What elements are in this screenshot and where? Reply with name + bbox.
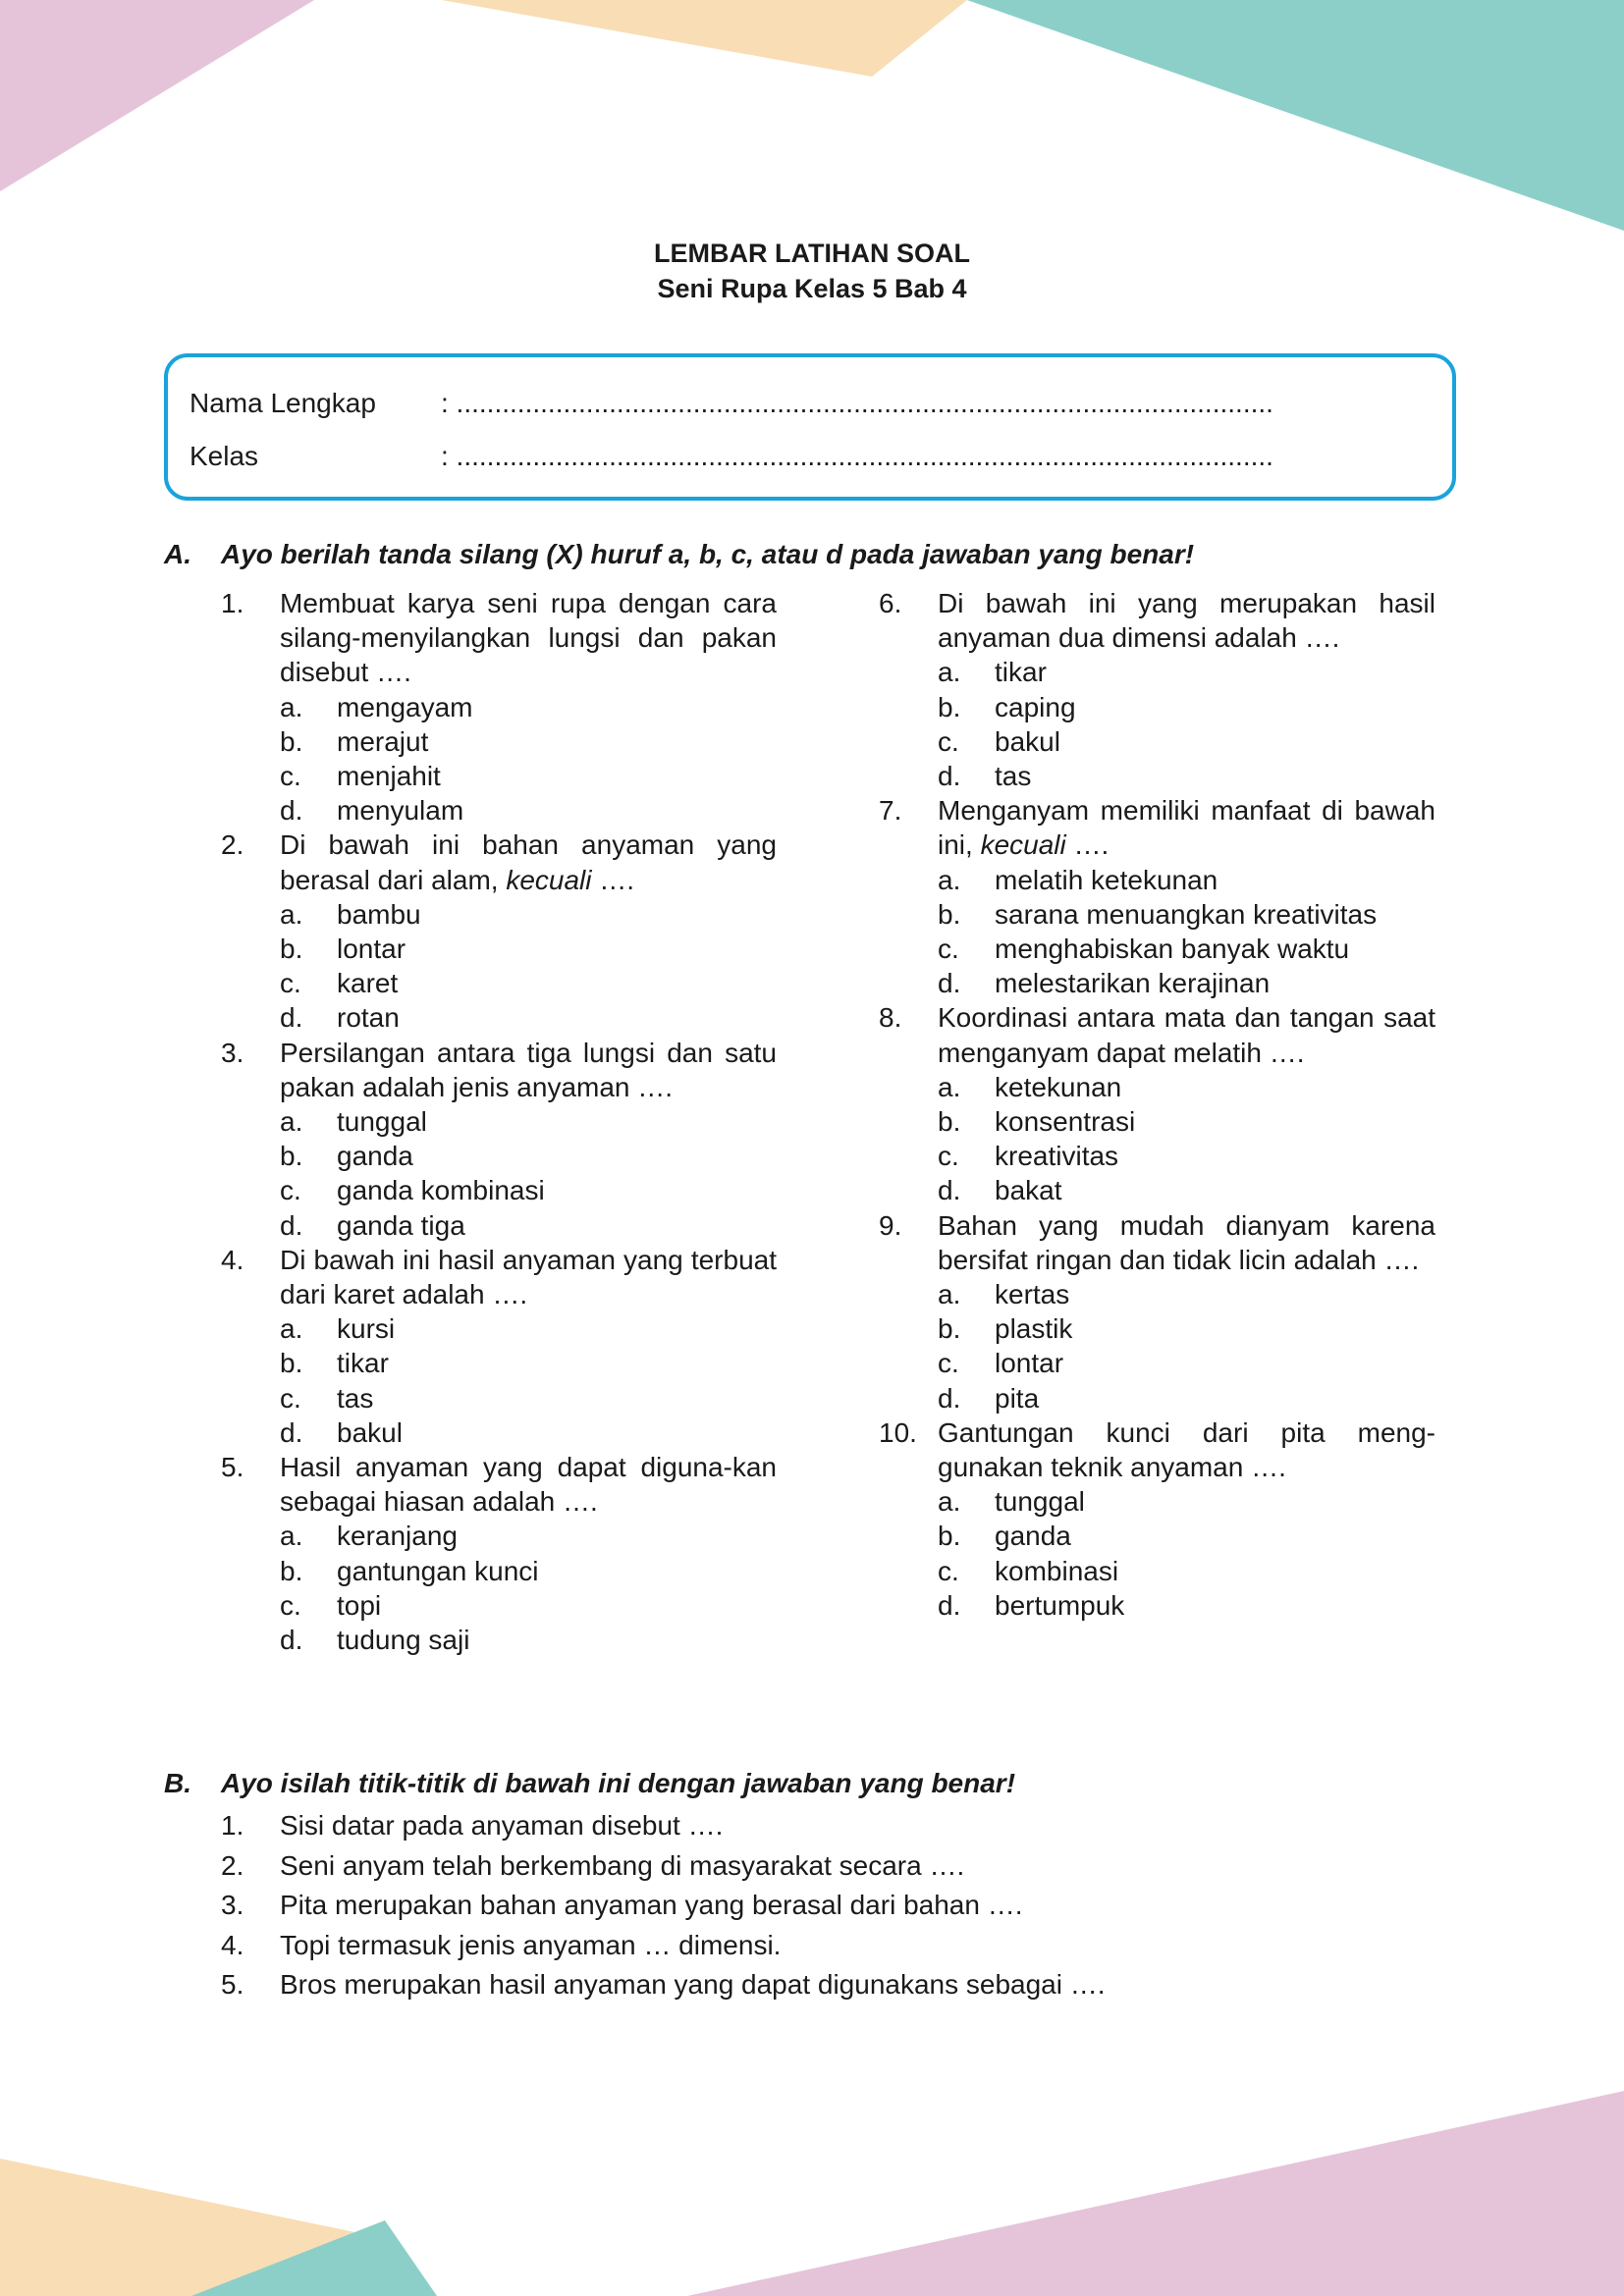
answer-option[interactable] [938,1519,1435,1553]
answer-option[interactable] [938,759,1435,793]
answer-option[interactable] [938,1277,1435,1311]
option-letter: c. [938,934,959,965]
option-text: topi [337,1589,382,1621]
answer-option[interactable] [938,1588,1435,1623]
option-letter: d. [938,761,961,792]
question-text: Gantungan kunci dari pita meng-gunakan teknik anyaman …. [938,1416,1435,1483]
answer-option[interactable] [938,1484,1435,1519]
option-list [938,1484,1435,1623]
answer-option[interactable] [280,793,777,828]
answer-option[interactable] [280,1519,777,1553]
section-b-instruction: Ayo isilah titik-titik di bawah ini dengan jawaban yang benar! [221,1768,1016,1798]
essay-question [221,1965,1106,2005]
question-number: 9. [879,1209,902,1241]
option-letter: d. [938,1382,961,1414]
essay-question [221,1806,1106,1846]
option-text: sarana menuangkan kreativitas [995,898,1378,930]
section-a-letter: A. [164,539,191,569]
question-number: 3. [221,1037,244,1068]
option-text: bambu [337,898,421,930]
option-text: menyulam [337,795,464,827]
option-letter: d. [938,1589,961,1621]
option-text: tunggal [337,1106,427,1138]
answer-option[interactable] [938,966,1435,1000]
question-text: Di bawah ini yang merupakan hasil anyaman dua dimensi adalah …. [938,588,1435,654]
section-b-heading [164,1767,1015,1800]
option-letter: c. [938,1555,959,1586]
option-letter: a. [938,1279,961,1310]
option-letter: a. [938,1486,961,1518]
student-identity-box [164,353,1456,501]
question-text: Membuat karya seni rupa dengan cara silang-menyilangkan lungsi dan pakan disebut …. [280,588,777,688]
option-text: rotan [337,1002,400,1034]
question-item [221,1036,777,1243]
option-text: kertas [995,1279,1070,1310]
question-number: 3. [221,1890,244,1920]
option-letter: d. [938,1175,961,1206]
option-text: melatih ketekunan [995,864,1218,895]
option-letter: b. [938,1106,961,1138]
option-text: lontar [337,934,406,965]
option-letter: a. [280,898,303,930]
page-title: LEMBAR LATIHAN SOAL [654,239,970,268]
question-text-part: …. [1065,829,1110,861]
option-text: bakul [995,725,1060,757]
question-text: Persilangan antara tiga lungsi dan satu pakan adalah jenis anyaman …. [280,1037,777,1102]
option-list [280,1311,777,1450]
option-letter: a. [938,657,961,688]
answer-option[interactable] [280,932,777,966]
question-text: Bros merupakan hasil anyaman yang dapat digunakans sebagai …. [280,1969,1106,2000]
answer-option[interactable] [280,1311,777,1346]
answer-option[interactable] [938,1139,1435,1173]
name-fill-line[interactable]: : ........................................................................................................... [441,388,1273,418]
answer-option[interactable] [938,1311,1435,1346]
question-number: 2. [221,829,244,861]
option-text: bertumpuk [995,1589,1125,1621]
question-text-part: Di bawah ini bahan anyaman yang berasal dari alam, [280,829,777,895]
option-letter: d. [938,968,961,999]
answer-option[interactable] [280,1346,777,1380]
section-a-instruction: Ayo berilah tanda silang (X) huruf a, b, c, atau d pada jawaban yang benar! [221,539,1195,569]
question-text-part: …. [591,864,635,895]
option-text: mengayam [337,691,473,722]
option-text: merajut [337,725,429,757]
option-text: kreativitas [995,1141,1119,1172]
question-number: 8. [879,1002,902,1034]
option-text: pita [995,1382,1040,1414]
question-text: Koordinasi antara mata dan tangan saat menganyam dapat melatih …. [938,1002,1435,1068]
page-subtitle: Seni Rupa Kelas 5 Bab 4 [657,274,967,303]
question-text: Hasil anyaman yang dapat diguna-kan sebagai hiasan adalah …. [280,1452,777,1518]
option-list [938,863,1435,1001]
answer-option[interactable] [938,863,1435,897]
option-text: plastik [995,1313,1073,1345]
answer-option[interactable] [938,1381,1435,1415]
option-text: ganda tiga [337,1209,465,1241]
option-list [938,1070,1435,1208]
option-text: keranjang [337,1521,458,1552]
option-letter: b. [280,934,303,965]
option-list [280,897,777,1036]
question-text: Topi termasuk jenis anyaman … dimensi. [280,1929,782,1960]
option-text: tas [995,761,1032,792]
option-letter: d. [280,1416,303,1448]
answer-option[interactable] [280,966,777,1000]
answer-option[interactable] [280,1000,777,1035]
question-number: 5. [221,1969,244,2000]
option-text: menjahit [337,761,441,792]
question-item [879,1415,1435,1623]
answer-option[interactable] [938,1173,1435,1207]
question-emphasis: kecuali [980,829,1066,861]
question-text [938,793,1435,862]
question-text: Seni anyam telah berkembang di masyarakat secara …. [280,1849,965,1881]
name-row [189,387,1273,420]
answer-option[interactable] [280,1415,777,1450]
option-letter: b. [280,725,303,757]
option-letter: a. [938,1071,961,1102]
answer-option[interactable] [280,1139,777,1173]
option-letter: a. [280,1521,303,1552]
section-a-heading [164,538,1194,571]
option-text: tikar [995,657,1047,688]
question-item [879,793,1435,1000]
option-letter: a. [280,691,303,722]
option-text: lontar [995,1348,1064,1379]
option-letter: b. [280,1555,303,1586]
option-text: bakat [995,1175,1062,1206]
option-text: tunggal [995,1486,1085,1518]
question-text: Di bawah ini hasil anyaman yang terbuat dari karet adalah …. [280,1244,777,1310]
option-letter: b. [938,1521,961,1552]
option-text: kombinasi [995,1555,1119,1586]
option-letter: b. [938,1313,961,1345]
question-item [879,1000,1435,1207]
answer-option[interactable] [280,1588,777,1623]
question-text [280,828,777,896]
class-row [189,440,1273,473]
essay-question [221,1886,1106,1926]
option-list [280,1519,777,1657]
answer-option[interactable] [938,655,1435,689]
question-item [221,1450,777,1657]
option-letter: c. [280,968,301,999]
question-number: 10. [879,1416,917,1448]
answer-option[interactable] [280,690,777,724]
question-text: Sisi datar pada anyaman disebut …. [280,1810,724,1841]
question-item [221,586,777,828]
option-letter: c. [280,761,301,792]
question-number: 1. [221,1810,244,1841]
answer-option[interactable] [280,724,777,759]
section-b-letter: B. [164,1768,191,1798]
option-text: karet [337,968,399,999]
option-letter: a. [938,864,961,895]
option-letter: a. [280,1313,303,1345]
option-letter: d. [280,1002,303,1034]
question-number: 7. [879,795,902,827]
option-text: tikar [337,1348,389,1379]
option-list [938,1277,1435,1415]
answer-option[interactable] [938,1554,1435,1588]
question-item [221,828,777,1035]
answer-option[interactable] [280,897,777,932]
answer-option[interactable] [938,1104,1435,1139]
option-text: ganda [337,1141,413,1172]
question-text: Bahan yang mudah dianyam karena bersifat ringan dan tidak licin adalah …. [938,1209,1435,1275]
option-letter: c. [938,1141,959,1172]
question-number: 6. [879,588,902,618]
worksheet-header [0,236,1624,306]
option-text: kursi [337,1313,396,1345]
option-letter: c. [280,1382,301,1414]
answer-option[interactable] [280,1623,777,1657]
option-text: konsentrasi [995,1106,1136,1138]
answer-option[interactable] [280,1208,777,1243]
question-number: 5. [221,1452,244,1483]
class-label: Kelas [189,441,259,471]
option-text: tas [337,1382,374,1414]
essay-question-list [221,1806,1106,2005]
option-text: gantungan kunci [337,1555,539,1586]
option-letter: a. [280,1106,303,1138]
option-text: ketekunan [995,1071,1122,1102]
class-fill-line[interactable]: : ........................................................................................................... [441,441,1273,471]
question-emphasis: kecuali [506,864,592,895]
option-list [280,1104,777,1243]
essay-question [221,1926,1106,1966]
question-item [879,1208,1435,1415]
option-letter: b. [938,691,961,722]
option-text: melestarikan kerajinan [995,968,1271,999]
option-letter: b. [280,1348,303,1379]
question-text-part: Menganyam memiliki manfaat di bawah ini, [938,795,1435,861]
option-letter: c. [938,1348,959,1379]
answer-option[interactable] [938,932,1435,966]
option-letter: d. [280,1625,303,1656]
answer-option[interactable] [938,690,1435,724]
option-letter: b. [938,898,961,930]
answer-option[interactable] [938,1070,1435,1104]
question-item [879,586,1435,793]
option-list [938,655,1435,793]
answer-option[interactable] [280,1104,777,1139]
answer-option[interactable] [280,1554,777,1588]
question-item [221,1243,777,1450]
question-number: 4. [221,1929,244,1960]
option-text: bakul [337,1416,403,1448]
answer-option[interactable] [280,1173,777,1207]
essay-question [221,1846,1106,1887]
question-number: 4. [221,1244,244,1275]
questions-column-left [221,586,777,1657]
option-text: menghabiskan banyak waktu [995,934,1350,965]
answer-option[interactable] [938,1346,1435,1380]
answer-option[interactable] [938,897,1435,932]
option-text: ganda kombinasi [337,1175,545,1206]
option-letter: c. [280,1175,301,1206]
option-list [280,690,777,828]
questions-column-right [879,586,1435,1623]
option-text: tudung saji [337,1625,470,1656]
option-letter: c. [938,725,959,757]
answer-option[interactable] [938,724,1435,759]
option-letter: d. [280,795,303,827]
option-letter: d. [280,1209,303,1241]
option-text: ganda [995,1521,1071,1552]
name-label: Nama Lengkap [189,388,376,418]
option-letter: c. [280,1589,301,1621]
question-text: Pita merupakan bahan anyaman yang berasal dari bahan …. [280,1890,1023,1920]
option-letter: b. [280,1141,303,1172]
question-number: 1. [221,588,244,618]
question-number: 2. [221,1849,244,1881]
answer-option[interactable] [280,1381,777,1415]
answer-option[interactable] [280,759,777,793]
option-text: caping [995,691,1076,722]
